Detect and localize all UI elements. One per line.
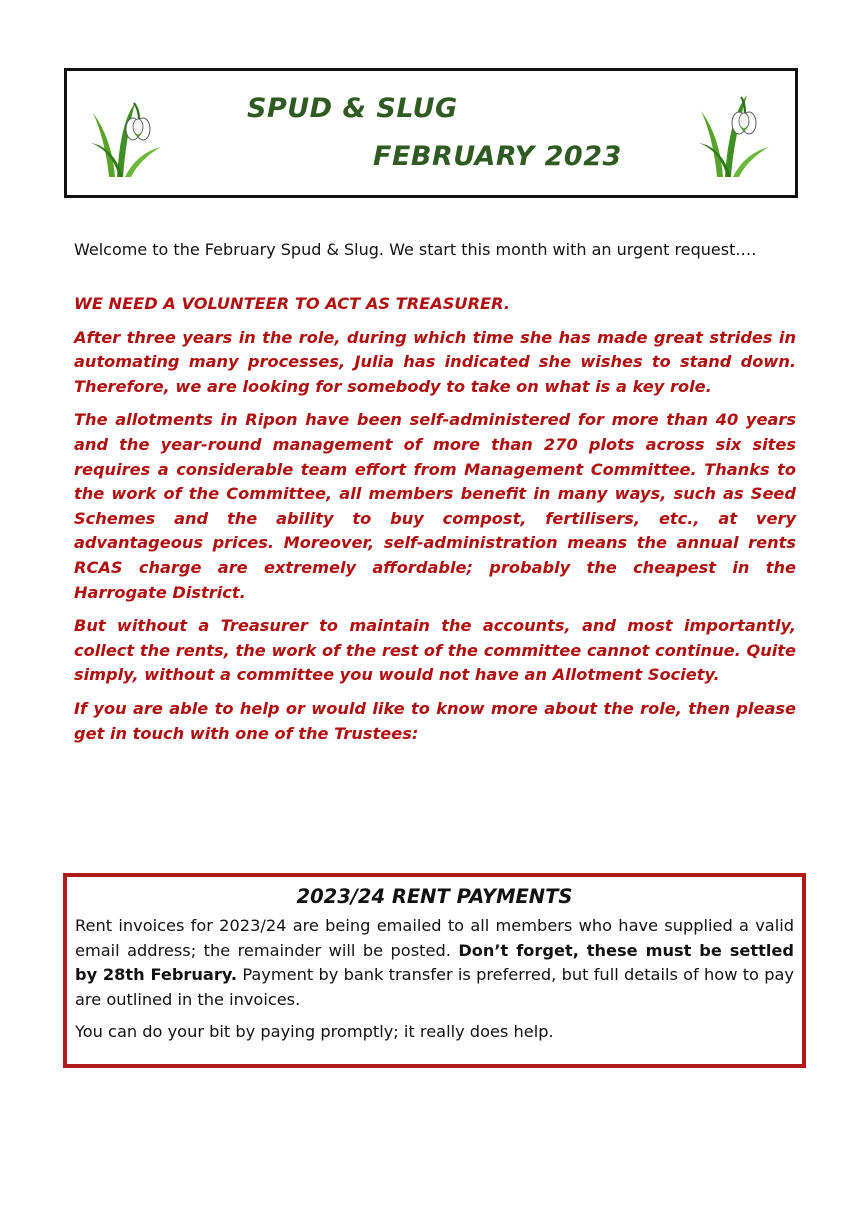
snowdrop-icon xyxy=(89,85,163,181)
rent-paragraph xyxy=(75,914,794,1012)
treasurer-paragraph: After three years in the role, during which time she has made great strides in automating many processes, Julia has indicated she wishes to stand down. Therefore, we are looking for somebody to take on what is a key role. xyxy=(74,327,796,396)
intro-text: Welcome to the February Spud & Slug. We start this month with an urgent request.… xyxy=(74,240,757,259)
rent-text: Rent invoices for 2023/24 are being emailed to all members who have supplied a valid email address; the remainder will be posted. xyxy=(75,916,794,960)
snowdrop-icon xyxy=(697,83,771,179)
treasurer-paragraph: The allotments in Ripon have been self-administered for more than 40 years and the year-round management of more than 270 plots across six sites requires a considerable team effort from Management Committee. Thanks to the work of the Committee, all members benefit in many ways, such as Seed Schemes and the ability to buy compost, fertilisers, etc., at very advantageous prices. Moreover, self-administration means the annual rents RCAS charge are extremely affordable; probably the cheapest in the Harrogate District. xyxy=(74,410,796,602)
rent-payments-title: 2023/24 RENT PAYMENTS xyxy=(296,885,573,908)
treasurer-paragraph: If you are able to help or would like to know more about the role, then please get in touch with one of the Trustees: xyxy=(74,698,796,743)
newsletter-title: SPUD & SLUG xyxy=(247,93,458,124)
newsletter-date: FEBRUARY 2023 xyxy=(373,141,622,172)
treasurer-paragraph: But without a Treasurer to maintain the accounts, and most importantly, collect the rents, the work of the rest of the committee cannot continue. Quite simply, without a committee you would not have an Allotment Society. xyxy=(74,616,796,685)
treasurer-appeal xyxy=(74,292,796,755)
rent-text: Payment by bank transfer is preferred, but full details of how to pay are outlined in the invoices. xyxy=(75,965,794,1009)
header-box xyxy=(64,68,798,198)
rent-deadline: Don’t forget, these must be settled by 28th February. xyxy=(75,940,794,985)
treasurer-heading: WE NEED A VOLUNTEER TO ACT AS TREASURER. xyxy=(74,294,511,313)
rent-payments-box xyxy=(63,873,806,1068)
rent-paragraph: You can do your bit by paying promptly; it really does help. xyxy=(75,1022,554,1042)
